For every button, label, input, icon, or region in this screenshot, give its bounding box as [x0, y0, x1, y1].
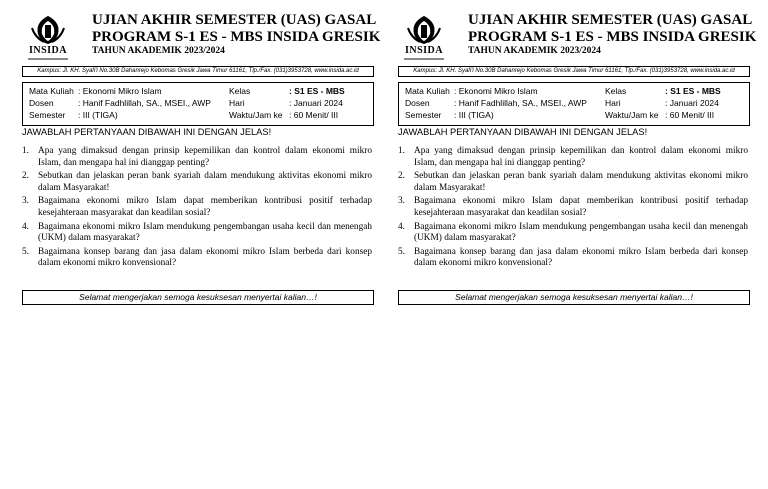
info-row	[23, 97, 373, 109]
question-number: 5.	[398, 246, 405, 257]
question-number: 4.	[398, 221, 405, 232]
insida-logo	[22, 14, 74, 62]
question-number: 3.	[398, 196, 405, 207]
question-text: Bagaimana konsep barang dan jasa dalam ekonomi mikro Islam berbeda dari konsep dalam ekonomi mikro konvensional?	[414, 246, 748, 269]
campus-address: Kampus: Jl. KH. Syafi'i No.30B Dahanrejo Kebomas Gresik Jawa Timur 61161, Tlp./Fax. (031)3953728, www.insida.ac.id	[22, 66, 374, 77]
semester-label: Semester	[405, 110, 442, 120]
question-number: 5.	[22, 246, 29, 257]
question-text: Bagaimana konsep barang dan jasa dalam ekonomi mikro Islam berbeda dari konsep dalam ekonomi mikro konvensional?	[38, 246, 372, 269]
question-item	[398, 247, 748, 270]
question-item	[22, 222, 372, 245]
question-number: 2.	[22, 171, 29, 182]
question-item	[22, 196, 372, 219]
closing-message: Selamat mengerjakan semoga kesuksesan menyertai kalian…!	[22, 290, 374, 305]
semester-value: : III (TIGA)	[78, 110, 118, 120]
question-text: Bagaimana ekonomi mikro Islam dapat memberikan kontribusi positif terhadap kesejahteraan masyarakat dan keadilan sosial?	[414, 196, 748, 218]
question-list	[22, 146, 372, 272]
info-row	[399, 109, 749, 121]
time-value: : 60 Menit/ III	[665, 110, 715, 120]
question-text: Bagaimana ekonomi mikro Islam mendukung pengembangan usaha kecil dan menengah (UKM) dalam masyarakat?	[38, 221, 372, 244]
question-item	[22, 171, 372, 194]
question-number: 3.	[22, 196, 29, 207]
semester-label: Semester	[29, 110, 66, 120]
question-number: 4.	[22, 221, 29, 232]
program-title: PROGRAM S-1 ES - MBS INSIDA GRESIK	[92, 29, 381, 45]
question-number: 2.	[398, 171, 405, 182]
question-text: Apa yang dimaksud dengan prinsip kepemilikan dan kontrol dalam ekonomi mikro Islam, dan mengapa hal ini dianggap penting?	[38, 146, 372, 168]
info-row	[399, 97, 749, 109]
closing-message: Selamat mengerjakan semoga kesuksesan menyertai kalian…!	[398, 290, 750, 305]
logo-underline	[28, 58, 68, 60]
question-text: Bagaimana ekonomi mikro Islam dapat memberikan kontribusi positif terhadap kesejahteraan masyarakat dan keadilan sosial?	[38, 196, 372, 218]
question-number: 1.	[398, 146, 405, 156]
question-item	[398, 196, 748, 219]
day-label: Hari	[229, 98, 245, 108]
day-value: : Januari 2024	[665, 98, 719, 108]
time-value: : 60 Menit/ III	[289, 110, 339, 120]
course-label: Mata Kuliah	[405, 86, 450, 96]
question-text: Sebutkan dan jelaskan peran bank syariah dalam mendukung aktivitas ekonomi mikro dalam Masyarakat!	[38, 171, 372, 193]
question-item	[398, 222, 748, 245]
lecturer-value: : Hanif Fadhlillah, SA., MSEI., AWP	[454, 98, 587, 108]
course-value: : Ekonomi Mikro Islam	[454, 86, 538, 96]
question-item	[398, 146, 748, 169]
question-text: Sebutkan dan jelaskan peran bank syariah dalam mendukung aktivitas ekonomi mikro dalam Masyarakat!	[414, 171, 748, 193]
logo-underline	[404, 58, 444, 60]
logo-wordmark: INSIDA	[28, 45, 67, 56]
info-row	[23, 109, 373, 121]
time-label: Waktu/Jam ke	[229, 110, 283, 120]
insida-emblem-icon	[398, 14, 450, 46]
semester-value: : III (TIGA)	[454, 110, 494, 120]
logo-wordmark: INSIDA	[404, 45, 443, 56]
class-label: Kelas	[605, 86, 627, 96]
program-title: PROGRAM S-1 ES - MBS INSIDA GRESIK	[468, 29, 757, 45]
course-label: Mata Kuliah	[29, 86, 74, 96]
question-item	[22, 247, 372, 270]
lecturer-label: Dosen	[29, 98, 54, 108]
class-value: : S1 ES - MBS	[665, 86, 721, 96]
exam-title: UJIAN AKHIR SEMESTER (UAS) GASAL	[92, 12, 377, 28]
class-value: : S1 ES - MBS	[289, 86, 345, 96]
course-info-box	[22, 82, 374, 126]
class-label: Kelas	[229, 86, 251, 96]
question-number: 1.	[22, 146, 29, 156]
academic-year: TAHUN AKADEMIK 2023/2024	[92, 46, 225, 56]
info-row	[23, 85, 373, 97]
question-list	[398, 146, 748, 272]
day-label: Hari	[605, 98, 621, 108]
time-label: Waktu/Jam ke	[605, 110, 659, 120]
question-text: Bagaimana ekonomi mikro Islam mendukung pengembangan usaha kecil dan menengah (UKM) dalam masyarakat?	[414, 221, 748, 244]
question-item	[22, 146, 372, 169]
day-value: : Januari 2024	[289, 98, 343, 108]
instruction-text: JAWABLAH PERTANYAAN DIBAWAH INI DENGAN JELAS!	[398, 127, 648, 137]
campus-address: Kampus: Jl. KH. Syafi'i No.30B Dahanrejo Kebomas Gresik Jawa Timur 61161, Tlp./Fax. (031)3953728, www.insida.ac.id	[398, 66, 750, 77]
question-text: Apa yang dimaksud dengan prinsip kepemilikan dan kontrol dalam ekonomi mikro Islam, dan mengapa hal ini dianggap penting?	[414, 146, 748, 168]
lecturer-value: : Hanif Fadhlillah, SA., MSEI., AWP	[78, 98, 211, 108]
instruction-text: JAWABLAH PERTANYAAN DIBAWAH INI DENGAN JELAS!	[22, 127, 272, 137]
insida-logo	[398, 14, 450, 62]
exam-title: UJIAN AKHIR SEMESTER (UAS) GASAL	[468, 12, 753, 28]
insida-emblem-icon	[22, 14, 74, 46]
academic-year: TAHUN AKADEMIK 2023/2024	[468, 46, 601, 56]
info-row	[399, 85, 749, 97]
lecturer-label: Dosen	[405, 98, 430, 108]
course-value: : Ekonomi Mikro Islam	[78, 86, 162, 96]
course-info-box	[398, 82, 750, 126]
question-item	[398, 171, 748, 194]
